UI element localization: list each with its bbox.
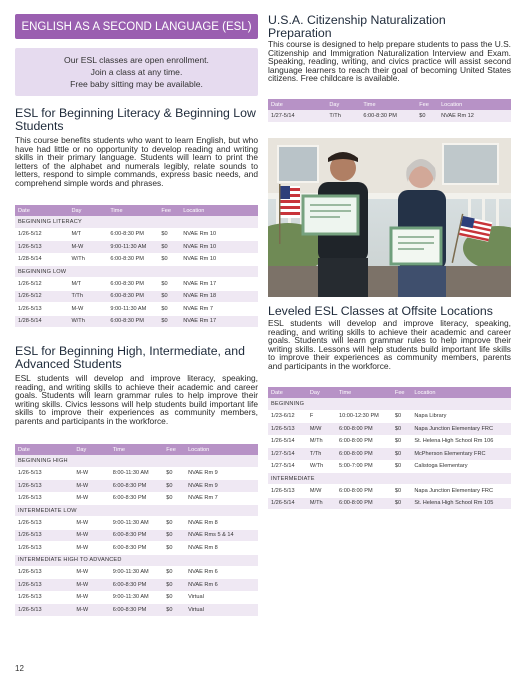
table-cell: 6:00-8:00 PM bbox=[336, 485, 392, 498]
table-cell: $0 bbox=[158, 241, 180, 254]
table-row bbox=[15, 591, 258, 604]
table-cell: 6:00-8:30 PM bbox=[110, 492, 163, 505]
level-row bbox=[268, 398, 511, 410]
table-cell: NVAE Rm 9 bbox=[185, 480, 258, 493]
table-cell: F bbox=[307, 410, 336, 423]
level-row bbox=[15, 455, 258, 467]
table-cell: 1/27-5/14 bbox=[268, 110, 326, 123]
table-cell: 1/28-5/14 bbox=[15, 315, 68, 328]
table-cell: 1/26-5/13 bbox=[15, 241, 68, 254]
table-cell: 6:00-8:30 PM bbox=[107, 315, 158, 328]
table-cell: M-W bbox=[73, 579, 109, 592]
table-cell: 9:00-11:30 AM bbox=[110, 517, 163, 530]
column-header: Day bbox=[326, 99, 360, 110]
table-cell: M-W bbox=[68, 241, 107, 254]
table-cell: 1/26-5/13 bbox=[15, 604, 73, 617]
table-cell: NVAE Rm 7 bbox=[180, 303, 258, 316]
table-cell: NVAE Rm 17 bbox=[180, 315, 258, 328]
table-row bbox=[268, 448, 511, 461]
offsite-table bbox=[268, 387, 511, 510]
table-cell: M-W bbox=[73, 542, 109, 555]
table-cell: 1/26-5/13 bbox=[15, 529, 73, 542]
table-cell: NVAE Rm 12 bbox=[438, 110, 511, 123]
table-row bbox=[15, 290, 258, 303]
table-cell: Virtual bbox=[185, 591, 258, 604]
table-cell: 6:00-8:30 PM bbox=[107, 253, 158, 266]
table-cell: $0 bbox=[163, 604, 185, 617]
table-cell: $0 bbox=[163, 480, 185, 493]
column-header: Time bbox=[107, 205, 158, 216]
table-row bbox=[15, 517, 258, 530]
table-row bbox=[15, 278, 258, 291]
column-header: Date bbox=[15, 205, 68, 216]
table-cell: Calistoga Elementary bbox=[411, 460, 511, 473]
table-cell: 1/26-5/12 bbox=[15, 228, 68, 241]
high-description: ESL students will develop and improve literacy, speaking, reading, and writing skills to achieve their academic and career goals. Students will learn grammar rules to help improve their writing skills. Civics lessons will help students build important life skills to improve their experiences as community members, parents and participants in the workforce. bbox=[15, 373, 258, 426]
table-cell: T/Th bbox=[68, 290, 107, 303]
column-header: Location bbox=[180, 205, 258, 216]
table-row bbox=[15, 241, 258, 254]
table-row bbox=[15, 315, 258, 328]
table-cell: M-W bbox=[73, 492, 109, 505]
table-cell: NVAE Rms 5 & 14 bbox=[185, 529, 258, 542]
table-cell: 6:00-8:30 PM bbox=[107, 228, 158, 241]
table-cell: $0 bbox=[163, 492, 185, 505]
photo-illustration bbox=[268, 138, 511, 297]
table-cell: 9:00-11:30 AM bbox=[107, 241, 158, 254]
table-cell: 1/26-5/13 bbox=[15, 579, 73, 592]
table-cell: 10:00-12:30 PM bbox=[336, 410, 392, 423]
table-cell: $0 bbox=[392, 497, 411, 510]
table-cell: 6:00-8:30 PM bbox=[110, 579, 163, 592]
offsite-title: Leveled ESL Classes at Offsite Locations bbox=[268, 304, 493, 318]
table-cell: St. Helena High School Rm 106 bbox=[411, 435, 511, 448]
table-cell: T/Th bbox=[326, 110, 360, 123]
table-cell: $0 bbox=[158, 278, 180, 291]
table-cell: NVAE Rm 18 bbox=[180, 290, 258, 303]
table-cell: M-W bbox=[73, 529, 109, 542]
table-cell: $0 bbox=[392, 448, 411, 461]
table-cell: NVAE Rm 8 bbox=[185, 542, 258, 555]
table-cell: $0 bbox=[392, 435, 411, 448]
table-row bbox=[15, 467, 258, 480]
table-cell: 1/26-5/12 bbox=[15, 278, 68, 291]
table-cell: 1/27-5/14 bbox=[268, 448, 307, 461]
citizenship-description: This course is designed to help prepare students to pass the U.S. Citizenship and Immigration Naturalization Interview and Exam. Speaking, reading, writing, and civics practice will assist second language learners to reach their goal of becoming United States citizens. Free childcare is available. bbox=[268, 39, 511, 84]
table-cell: 6:00-8:00 PM bbox=[336, 448, 392, 461]
table-row bbox=[268, 485, 511, 498]
table-cell: M/W bbox=[307, 423, 336, 436]
table-row bbox=[15, 604, 258, 617]
table-cell: $0 bbox=[392, 485, 411, 498]
table-cell: NVAE Rm 9 bbox=[185, 467, 258, 480]
table-cell: M-W bbox=[73, 480, 109, 493]
table-cell: M/W bbox=[307, 485, 336, 498]
table-cell: M/T bbox=[68, 228, 107, 241]
level-row bbox=[15, 554, 258, 566]
table-cell: M-W bbox=[73, 591, 109, 604]
literacy-title: ESL for Beginning Literacy & Beginning Low Students bbox=[15, 106, 256, 133]
table-cell: 1/28-5/14 bbox=[15, 253, 68, 266]
section-banner: ENGLISH AS A SECOND LANGUAGE (ESL) bbox=[15, 14, 258, 39]
table-cell: 8:00-11:30 AM bbox=[110, 467, 163, 480]
table-cell: 1/26-5/13 bbox=[15, 480, 73, 493]
table-cell: 1/26-5/13 bbox=[15, 467, 73, 480]
table-cell: 1/26-5/13 bbox=[15, 566, 73, 579]
notice-line: Our ESL classes are open enrollment. bbox=[64, 55, 209, 65]
table-row bbox=[15, 542, 258, 555]
table-cell: 1/26-5/13 bbox=[15, 542, 73, 555]
table-cell: $0 bbox=[163, 591, 185, 604]
table-header-row bbox=[268, 387, 511, 398]
level-label: INTERMEDIATE bbox=[268, 473, 511, 485]
table-cell: NVAE Rm 10 bbox=[180, 228, 258, 241]
table-cell: 6:00-8:30 PM bbox=[360, 110, 416, 123]
table-cell: $0 bbox=[163, 579, 185, 592]
table-cell: $0 bbox=[163, 529, 185, 542]
table-cell: Napa Junction Elementary FRC bbox=[411, 423, 511, 436]
table-row bbox=[268, 497, 511, 510]
table-cell: $0 bbox=[158, 303, 180, 316]
column-header: Fee bbox=[392, 387, 411, 398]
level-row bbox=[15, 505, 258, 517]
graduates-photo bbox=[268, 138, 511, 297]
level-label: BEGINNING bbox=[268, 398, 511, 410]
table-cell: M-W bbox=[73, 467, 109, 480]
table-cell: 5:00-7:00 PM bbox=[336, 460, 392, 473]
enrollment-notice bbox=[15, 48, 258, 96]
column-header: Fee bbox=[416, 99, 438, 110]
table-cell: W/Th bbox=[68, 253, 107, 266]
table-cell: W/Th bbox=[68, 315, 107, 328]
table-cell: 1/26-5/13 bbox=[268, 423, 307, 436]
table-cell: 9:00-11:30 AM bbox=[110, 591, 163, 604]
table-cell: $0 bbox=[392, 423, 411, 436]
table-header-row bbox=[268, 99, 511, 110]
table-cell: M-W bbox=[73, 517, 109, 530]
literacy-table bbox=[15, 205, 258, 328]
table-cell: NVAE Rm 7 bbox=[185, 492, 258, 505]
table-cell: St. Helena High School Rm 105 bbox=[411, 497, 511, 510]
level-label: INTERMEDIATE LOW bbox=[15, 505, 258, 517]
table-row bbox=[268, 423, 511, 436]
table-row bbox=[15, 480, 258, 493]
column-header: Location bbox=[438, 99, 511, 110]
table-cell: $0 bbox=[416, 110, 438, 123]
table-cell: 9:00-11:30 AM bbox=[107, 303, 158, 316]
table-row bbox=[15, 253, 258, 266]
table-cell: Napa Junction Elementary FRC bbox=[411, 485, 511, 498]
table-cell: $0 bbox=[158, 315, 180, 328]
table-cell: 1/26-5/14 bbox=[268, 435, 307, 448]
table-cell: M-W bbox=[68, 303, 107, 316]
table-cell: 6:00-8:30 PM bbox=[110, 480, 163, 493]
table-cell: NVAE Rm 17 bbox=[180, 278, 258, 291]
table-cell: NVAE Rm 10 bbox=[180, 253, 258, 266]
column-header: Fee bbox=[158, 205, 180, 216]
table-cell: $0 bbox=[158, 228, 180, 241]
table-cell: 6:00-8:30 PM bbox=[110, 542, 163, 555]
table-cell: 6:00-8:30 PM bbox=[107, 290, 158, 303]
table-cell: W/Th bbox=[307, 460, 336, 473]
table-cell: Napa Library bbox=[411, 410, 511, 423]
table-cell: T/Th bbox=[307, 448, 336, 461]
high-table bbox=[15, 444, 258, 617]
table-cell: 6:00-8:00 PM bbox=[336, 435, 392, 448]
column-header: Day bbox=[73, 444, 109, 455]
table-cell: $0 bbox=[392, 410, 411, 423]
table-cell: $0 bbox=[158, 253, 180, 266]
page-number: 12 bbox=[15, 664, 24, 673]
table-row bbox=[268, 110, 511, 123]
level-label: BEGINNING HIGH bbox=[15, 455, 258, 467]
table-cell: $0 bbox=[163, 542, 185, 555]
table-cell: McPherson Elementary FRC bbox=[411, 448, 511, 461]
table-row bbox=[268, 410, 511, 423]
table-cell: 6:00-8:30 PM bbox=[107, 278, 158, 291]
table-cell: $0 bbox=[392, 460, 411, 473]
level-label: BEGINNING LOW bbox=[15, 266, 258, 278]
table-row bbox=[15, 492, 258, 505]
table-cell: 9:00-11:30 AM bbox=[110, 566, 163, 579]
column-header: Day bbox=[307, 387, 336, 398]
high-title: ESL for Beginning High, Intermediate, and Advanced Students bbox=[15, 344, 245, 371]
column-header: Day bbox=[68, 205, 107, 216]
table-header-row bbox=[15, 205, 258, 216]
table-header-row bbox=[15, 444, 258, 455]
column-header: Time bbox=[360, 99, 416, 110]
level-label: INTERMEDIATE HIGH TO ADVANCED bbox=[15, 554, 258, 566]
table-cell: 6:00-8:00 PM bbox=[336, 497, 392, 510]
table-cell: 1/27-5/14 bbox=[268, 460, 307, 473]
table-cell: $0 bbox=[163, 467, 185, 480]
table-cell: NVAE Rm 6 bbox=[185, 566, 258, 579]
column-header: Date bbox=[268, 99, 326, 110]
table-row bbox=[15, 529, 258, 542]
column-header: Location bbox=[185, 444, 258, 455]
table-cell: NVAE Rm 8 bbox=[185, 517, 258, 530]
table-cell: Virtual bbox=[185, 604, 258, 617]
table-row bbox=[268, 435, 511, 448]
table-cell: 6:00-8:30 PM bbox=[110, 604, 163, 617]
literacy-description: This course benefits students who want to learn English, but who have had little or no opportunity to develop reading and writing skills in their primary language. Students will learn to print the letters of the alphabet and numerals legibly, relate sounds to letters, respond to simple commands, express basic needs, and comprehend simple words and phrases. bbox=[15, 135, 258, 188]
table-cell: 6:00-8:00 PM bbox=[336, 423, 392, 436]
citizenship-table bbox=[268, 99, 511, 123]
table-cell: M-W bbox=[73, 604, 109, 617]
table-cell: $0 bbox=[163, 566, 185, 579]
table-cell: M/T bbox=[68, 278, 107, 291]
table-row bbox=[15, 579, 258, 592]
table-cell: 1/26-5/13 bbox=[268, 485, 307, 498]
level-row bbox=[15, 216, 258, 228]
level-label: BEGINNING LITERACY bbox=[15, 216, 258, 228]
table-cell: $0 bbox=[158, 290, 180, 303]
table-cell: 1/26-5/13 bbox=[15, 517, 73, 530]
column-header: Time bbox=[336, 387, 392, 398]
table-cell: 1/26-5/12 bbox=[15, 290, 68, 303]
column-header: Time bbox=[110, 444, 163, 455]
column-header: Fee bbox=[163, 444, 185, 455]
table-cell: 6:00-8:30 PM bbox=[110, 529, 163, 542]
table-cell: 1/26-5/13 bbox=[15, 591, 73, 604]
table-cell: M/Th bbox=[307, 497, 336, 510]
column-header: Date bbox=[15, 444, 73, 455]
level-row bbox=[15, 266, 258, 278]
table-cell: M-W bbox=[73, 566, 109, 579]
table-row bbox=[15, 566, 258, 579]
table-row bbox=[15, 228, 258, 241]
table-cell: 1/23-6/12 bbox=[268, 410, 307, 423]
table-cell: 1/26-5/13 bbox=[15, 303, 68, 316]
column-header: Date bbox=[268, 387, 307, 398]
citizenship-title: U.S.A. Citizenship Naturalization Preparation bbox=[268, 13, 446, 40]
table-cell: 1/26-5/14 bbox=[268, 497, 307, 510]
table-cell: NVAE Rm 6 bbox=[185, 579, 258, 592]
table-cell: $0 bbox=[163, 517, 185, 530]
table-row bbox=[268, 460, 511, 473]
table-cell: NVAE Rm 10 bbox=[180, 241, 258, 254]
level-row bbox=[268, 473, 511, 485]
offsite-description: ESL students will develop and improve literacy, speaking, reading, and writing skills to achieve their academic and career goals. Students will learn grammar rules to help improve their writing skills. Lessons will help students build important life skills to improve their experiences as community members, parents and participants in the workforce. bbox=[268, 318, 511, 371]
table-cell: M/Th bbox=[307, 435, 336, 448]
table-row bbox=[15, 303, 258, 316]
table-cell: 1/26-5/13 bbox=[15, 492, 73, 505]
notice-line: Join a class at any time. bbox=[90, 67, 183, 77]
notice-line: Free baby sitting may be available. bbox=[70, 79, 203, 89]
column-header: Location bbox=[411, 387, 511, 398]
